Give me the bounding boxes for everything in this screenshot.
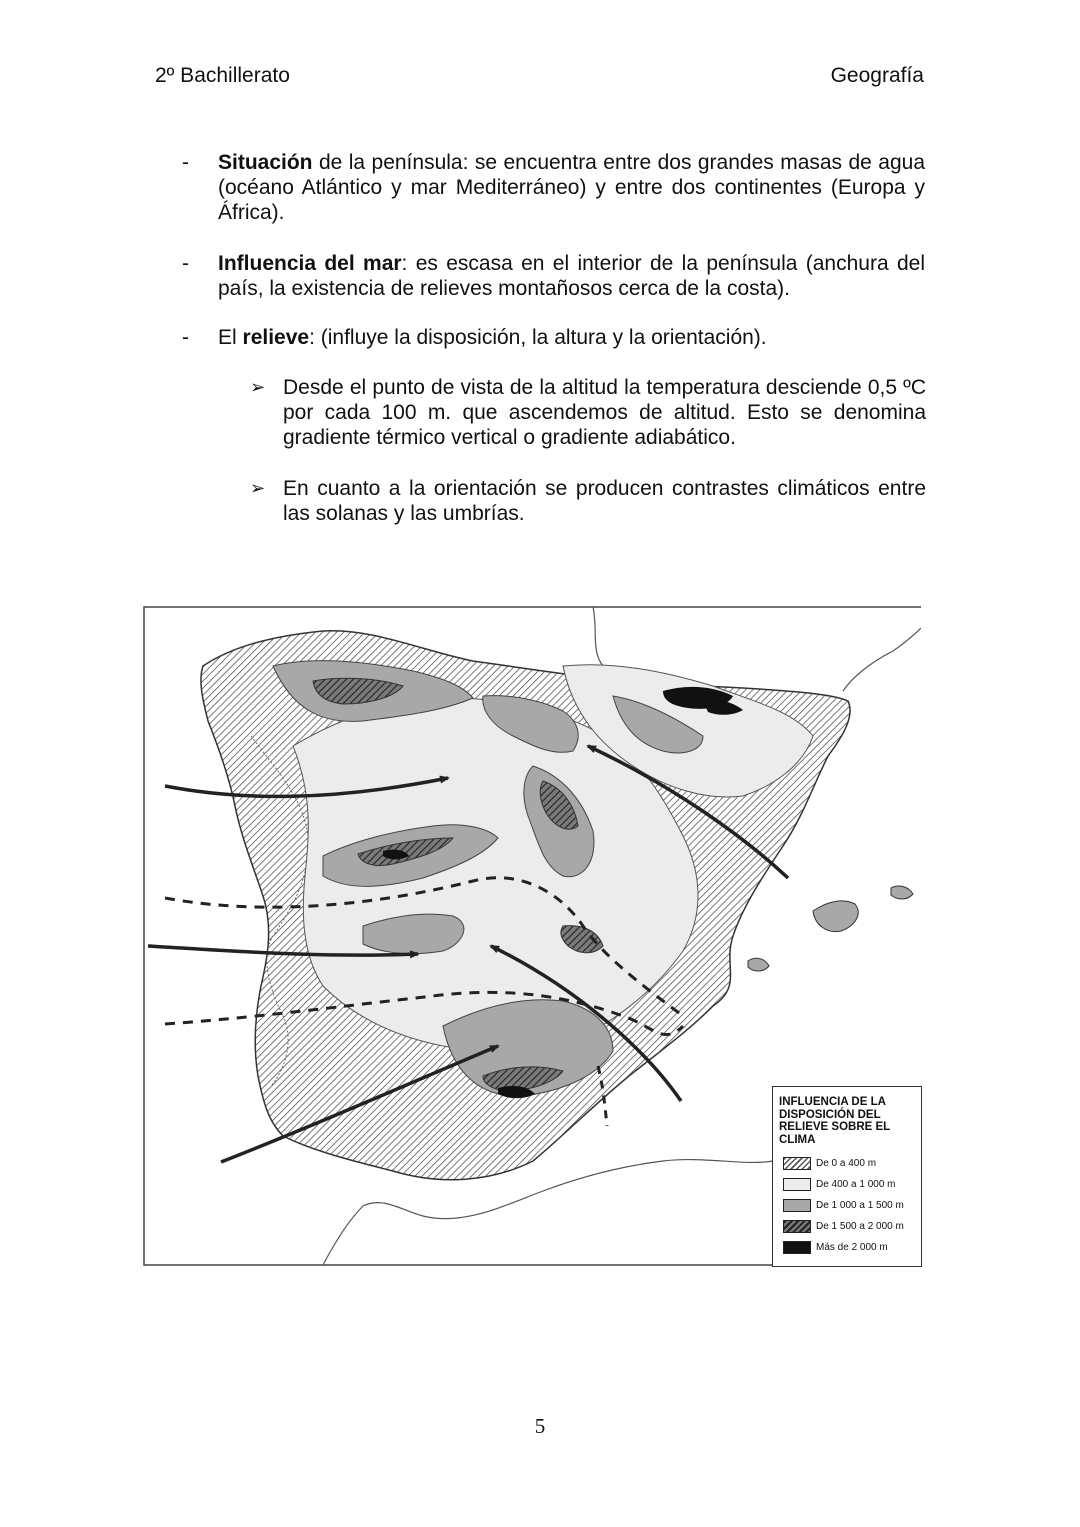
- legend-label: De 400 a 1 000 m: [816, 1179, 896, 1190]
- bullet-dash: -: [182, 252, 189, 275]
- legend-item: [783, 1220, 917, 1234]
- map-legend: [772, 1086, 922, 1267]
- bullet-dash: -: [182, 326, 189, 349]
- legend-item: [783, 1199, 917, 1213]
- bullet-situacion: [218, 150, 925, 225]
- relief-climate-map: [143, 606, 921, 1266]
- header-subject: Geografía: [830, 64, 924, 87]
- menorca-island: [891, 886, 913, 899]
- subbullet-altitud: Desde el punto de vista de la altitud la temperatura desciende 0,5 ºC por cada 100 m. que ascendemos de altitud. Esto se denomina gradiente térmico vertical o gradiente adiabático.: [283, 376, 926, 449]
- bullet-body: : (influye la disposición, la altura y la orientación).: [309, 326, 767, 349]
- legend-swatch: [783, 1157, 811, 1170]
- africa-coast: [323, 1160, 773, 1265]
- legend-label: De 0 a 400 m: [816, 1158, 877, 1169]
- legend-item: [783, 1178, 917, 1192]
- bullet-prefix: El: [218, 326, 243, 349]
- france-med-coast: [843, 628, 921, 691]
- legend-swatch: [783, 1199, 811, 1212]
- bullet-term: Influencia del mar: [218, 252, 402, 275]
- bullet-dash: -: [182, 151, 189, 174]
- page-number: 5: [534, 1414, 546, 1438]
- arrow-bullet-icon: ➢: [250, 478, 266, 498]
- bullet-relieve: [218, 325, 925, 350]
- legend-item: [783, 1241, 917, 1255]
- legend-item: [783, 1157, 917, 1171]
- legend-label: De 1 000 a 1 500 m: [816, 1200, 904, 1211]
- header-course: 2º Bachillerato: [155, 64, 290, 87]
- legend-swatch: [783, 1220, 811, 1233]
- bullet-term: relieve: [242, 326, 310, 349]
- legend-swatch: [783, 1178, 811, 1191]
- arrow-bullet-icon: ➢: [250, 377, 266, 397]
- bullet-term: Situación: [218, 151, 313, 174]
- ibiza-island: [748, 958, 769, 971]
- bullet-body: de la península: se encuentra entre dos grandes masas de agua (océano Atlántico y mar Mediterráneo) y entre dos continentes (Europa y África).: [218, 151, 925, 224]
- bullet-influencia-mar: [218, 251, 925, 301]
- subbullet-orientacion: En cuanto a la orientación se producen contrastes climáticos entre las solanas y las umbrías.: [283, 477, 926, 525]
- bullet-body: : es escasa en el interior de la península (anchura del país, la existencia de relieves montañosos cerca de la costa).: [218, 252, 925, 300]
- mallorca-island: [813, 901, 858, 932]
- legend-title: INFLUENCIA DE LA DISPOSICIÓN DEL RELIEVE SOBRE EL CLIMA: [779, 1096, 890, 1146]
- legend-swatch: [783, 1241, 811, 1254]
- legend-label: De 1 500 a 2 000 m: [816, 1221, 904, 1232]
- legend-label: Más de 2 000 m: [816, 1242, 888, 1253]
